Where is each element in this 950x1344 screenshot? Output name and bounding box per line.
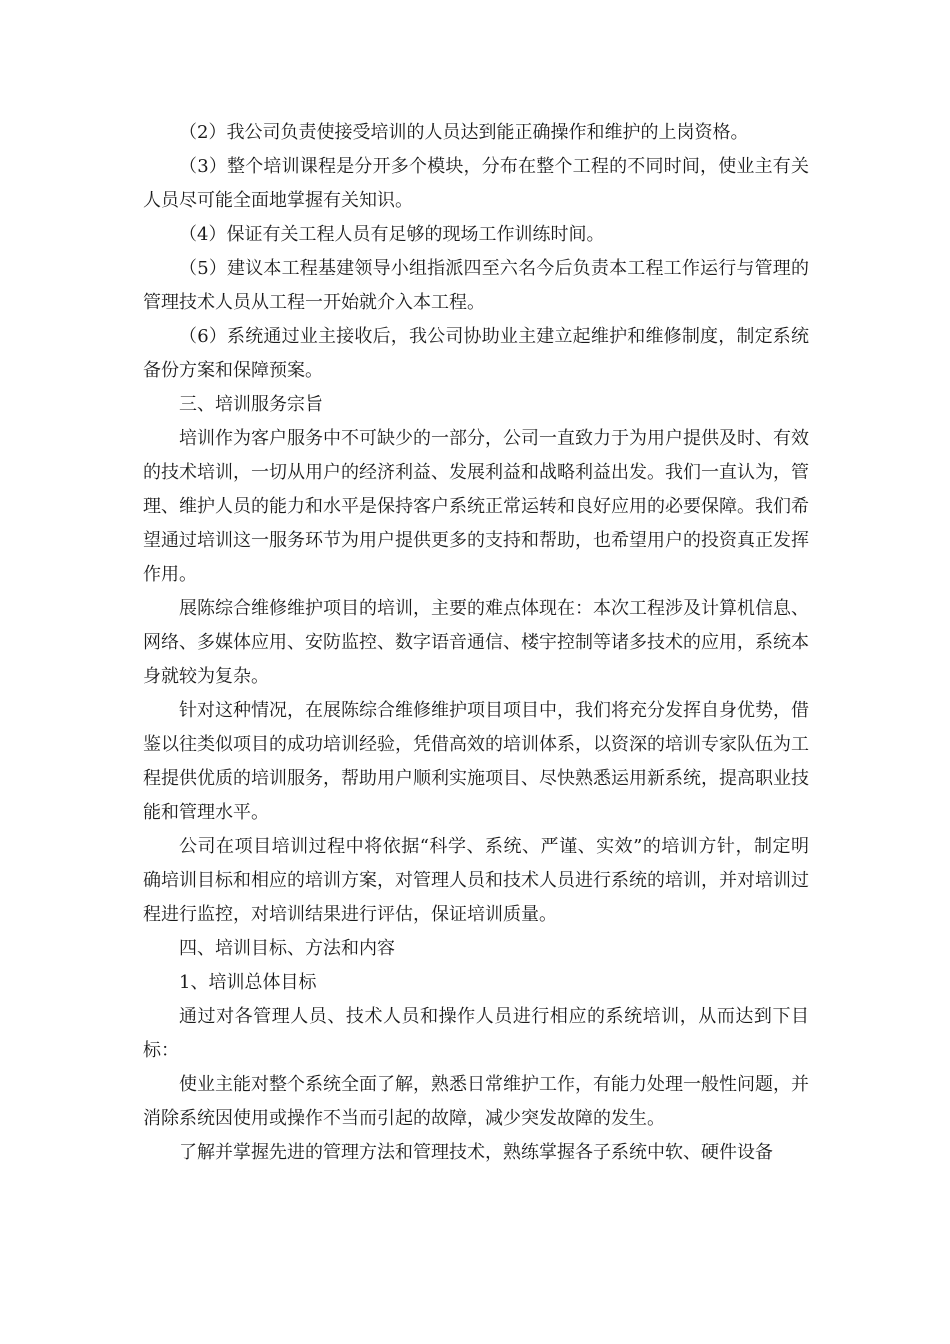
paragraph-policy: 公司在项目培训过程中将依据“科学、系统、严谨、实效”的培训方针，制定明确培训目标和相应的培训方案，对管理人员和技术人员进行系统的培训，并对培训过程进行监控，对培训结果进行评估，保证培训质量。: [143, 836, 809, 925]
paragraph-item-6: （6）系统通过业主接收后，我公司协助业主建立起维护和维修制度，制定系统备份方案和保障预案。: [143, 326, 809, 381]
paragraph-item-4: （4）保证有关工程人员有足够的现场工作训练时间。: [179, 224, 605, 245]
paragraph-item-2: （2）我公司负责使接受培训的人员达到能正确操作和维护的上岗资格。: [179, 122, 749, 143]
paragraph-difficulty: 展陈综合维修维护项目的培训，主要的难点体现在：本次工程涉及计算机信息、网络、多媒体应用、安防监控、数字语音通信、楼宇控制等诸多技术的应用，系统本身就较为复杂。: [143, 598, 809, 687]
paragraph-approach: 针对这种情况，在展陈综合维修维护项目项目中，我们将充分发挥自身优势，借鉴以往类似项目的成功培训经验，凭借高效的培训体系，以资深的培训专家队伍为工程提供优质的培训服务，帮助用户顺利实施项目、尽快熟悉运用新系统，提高职业技能和管理水平。: [143, 700, 809, 823]
section-heading-4: 四、培训目标、方法和内容: [179, 938, 395, 959]
paragraph-goal-1: 使业主能对整个系统全面了解，熟悉日常维护工作，有能力处理一般性问题，并消除系统因使用或操作不当而引起的故障，减少突发故障的发生。: [143, 1074, 809, 1129]
paragraph-purpose: 培训作为客户服务中不可缺少的一部分，公司一直致力于为用户提供及时、有效的技术培训，一切从用户的经济利益、发展利益和战略利益出发。我们一直认为，管理、维护人员的能力和水平是保持客户系统正常运转和良好应用的必要保障。我们希望通过培训这一服务环节为用户提供更多的支持和帮助，也希望用户的投资真正发挥作用。: [143, 428, 809, 585]
subsection-heading-1: 1、培训总体目标: [179, 972, 317, 993]
paragraph-item-5: （5）建议本工程基建领导小组指派四至六名今后负责本工程工作运行与管理的管理技术人员从工程一开始就介入本工程。: [143, 258, 809, 313]
paragraph-item-3: （3）整个培训课程是分开多个模块，分布在整个工程的不同时间，使业主有关人员尽可能全面地掌握有关知识。: [143, 156, 809, 211]
paragraph-goal-2: 了解并掌握先进的管理方法和管理技术，熟练掌握各子系统中软、硬件设备: [179, 1142, 773, 1163]
section-heading-3: 三、培训服务宗旨: [179, 394, 323, 415]
paragraph-goal-intro: 通过对各管理人员、技术人员和操作人员进行相应的系统培训，从而达到下目标：: [143, 1006, 809, 1061]
document-body: [143, 116, 809, 1170]
